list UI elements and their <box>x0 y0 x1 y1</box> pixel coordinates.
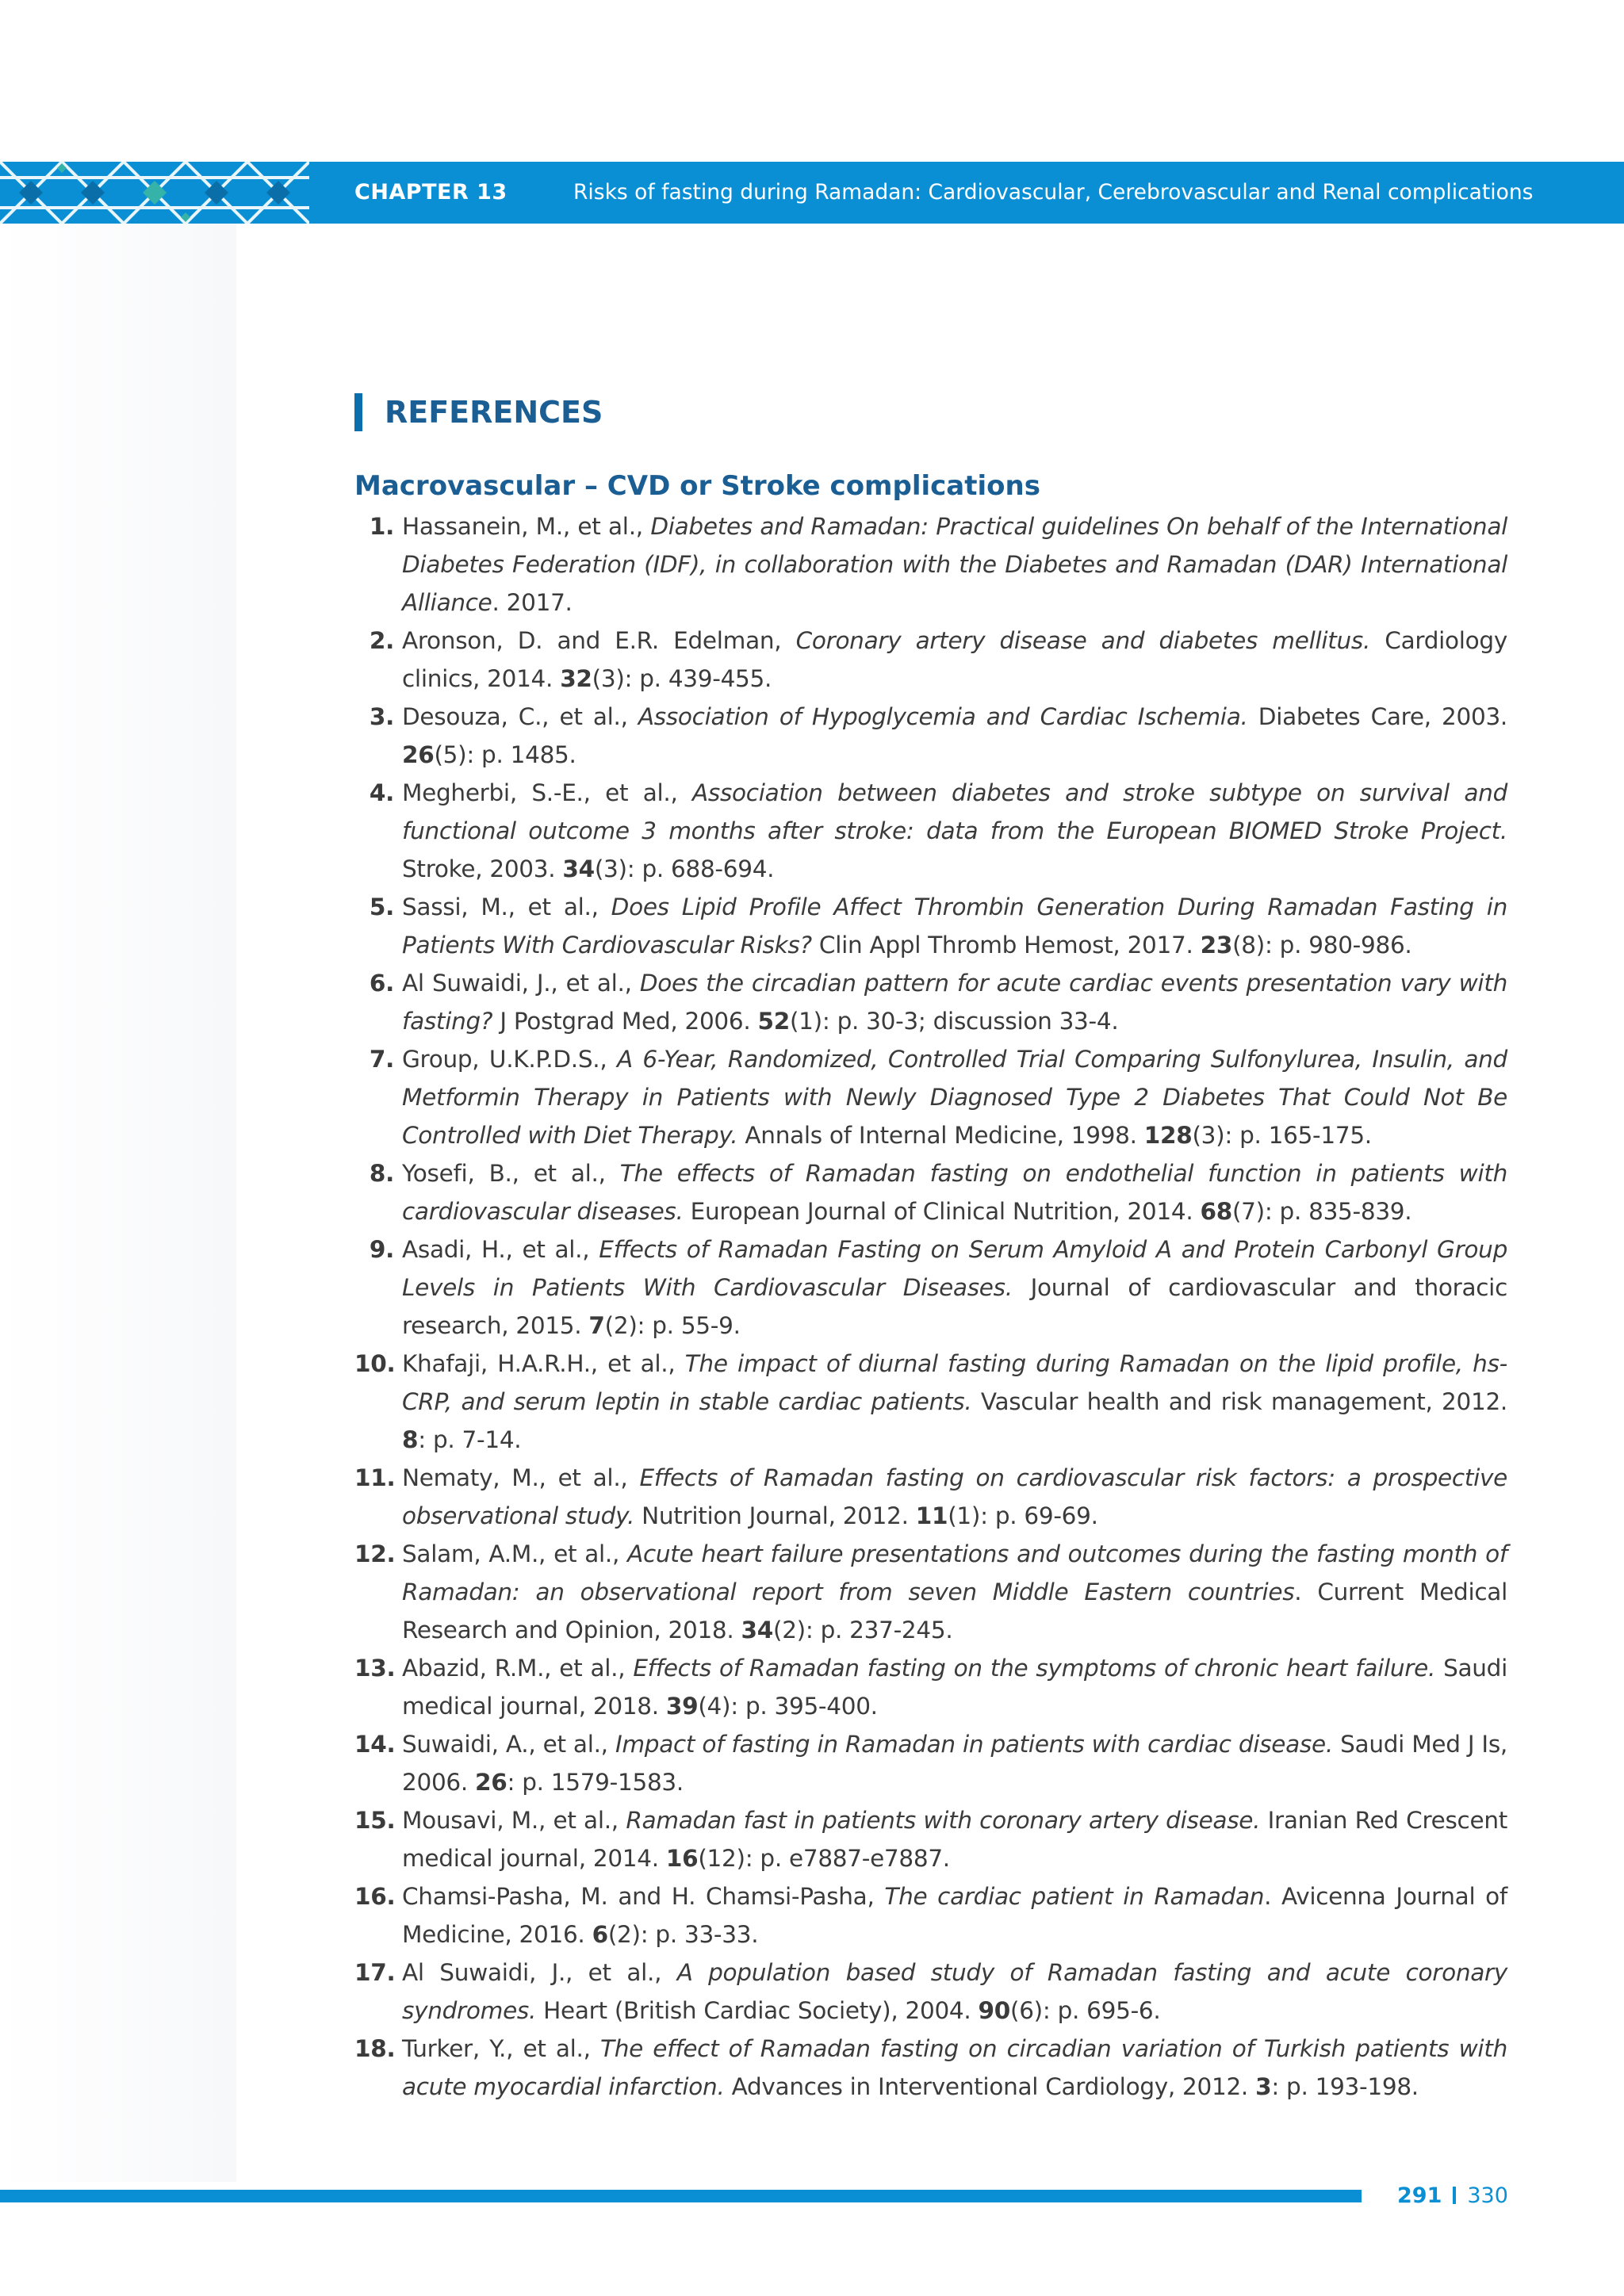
reference-title: The effect of Ramadan fasting on circadian variation of Turkish patients with acute myocardial infarction. <box>402 2035 1507 2100</box>
reference-list <box>354 507 1507 2106</box>
reference-title: Effects of Ramadan fasting on the symptoms of chronic heart failure. <box>633 1655 1436 1682</box>
reference-volume: 11 <box>915 1502 948 1529</box>
reference-pages: (2): p. 55-9. <box>604 1312 741 1339</box>
reference-source: . Current Medical Research and Opinion, 2018. <box>402 1578 1507 1644</box>
reference-item <box>354 1877 1507 1954</box>
reference-source: Saudi medical journal, 2018. <box>402 1655 1507 1720</box>
reference-authors: Suwaidi, A., et al., <box>402 1731 615 1758</box>
reference-authors: Al Suwaidi, J., et al., <box>402 1959 677 1986</box>
reference-item <box>354 774 1507 888</box>
references-title: REFERENCES <box>385 395 603 430</box>
reference-title: Does Lipid Profile Affect Thrombin Generation During Ramadan Fasting in Patients With Cardiovascular Risks? <box>402 894 1508 959</box>
reference-source: Iranian Red Crescent medical journal, 2014. <box>402 1807 1507 1872</box>
page-shade <box>0 224 236 2182</box>
reference-source: Annals of Internal Medicine, 1998. <box>737 1122 1144 1149</box>
footer-bar <box>0 2190 1362 2202</box>
reference-authors: Sassi, M., et al., <box>402 894 611 920</box>
reference-volume: 32 <box>560 665 592 692</box>
reference-volume: 34 <box>562 855 595 882</box>
reference-source: Heart (British Cardiac Society), 2004. <box>536 1997 979 2024</box>
reference-pages: (1): p. 30-3; discussion 33-4. <box>789 1008 1119 1035</box>
reference-authors: Chamsi-Pasha, M. and H. Chamsi-Pasha, <box>402 1883 885 1910</box>
reference-item <box>354 1801 1507 1877</box>
reference-authors: Al Suwaidi, J., et al., <box>402 970 640 997</box>
reference-pages: : p. 1579-1583. <box>507 1769 684 1796</box>
reference-volume: 68 <box>1200 1198 1232 1225</box>
reference-number: 8. <box>369 1160 394 1187</box>
reference-number: 17. <box>354 1959 396 1986</box>
reference-authors: Turker, Y., et al., <box>402 2035 601 2062</box>
reference-source: J Postgrad Med, 2006. <box>492 1008 758 1035</box>
reference-title: Impact of fasting in Ramadan in patients with cardiac disease. <box>615 1731 1333 1758</box>
reference-source: Journal of cardiovascular and thoracic research, 2015. <box>402 1274 1507 1339</box>
reference-pages: (6): p. 695-6. <box>1010 1997 1161 2024</box>
reference-title: Acute heart failure presentations and outcomes during the fasting month of Ramadan: an observational report from seven Middle Eastern countries <box>402 1540 1507 1605</box>
reference-volume: 6 <box>592 1921 608 1948</box>
reference-title: Effects of Ramadan Fasting on Serum Amyloid A and Protein Carbonyl Group Levels in Patients With Cardiovascular Diseases. <box>402 1236 1507 1301</box>
reference-source: Vascular health and risk management, 2012. <box>971 1388 1507 1415</box>
reference-volume: 7 <box>588 1312 605 1339</box>
reference-authors: Abazid, R.M., et al., <box>402 1655 634 1682</box>
chapter-header <box>0 162 1624 224</box>
reference-source: Cardiology clinics, 2014. <box>402 627 1507 692</box>
reference-item <box>354 1649 1507 1725</box>
reference-volume: 26 <box>475 1769 508 1796</box>
reference-volume: 34 <box>741 1617 773 1644</box>
reference-pages: (5): p. 1485. <box>434 741 576 768</box>
reference-title: Coronary artery disease and diabetes mellitus. <box>795 627 1371 654</box>
reference-number: 10. <box>354 1350 396 1377</box>
reference-number: 16. <box>354 1883 396 1910</box>
reference-title: The impact of diurnal fasting during Ramadan on the lipid profile, hs-CRP, and serum leptin in stable cardiac patients. <box>402 1350 1507 1415</box>
reference-number: 3. <box>369 703 394 730</box>
reference-pages: (4): p. 395-400. <box>698 1693 878 1720</box>
reference-volume: 52 <box>757 1008 790 1035</box>
reference-authors: Khafaji, H.A.R.H., et al., <box>402 1350 685 1377</box>
reference-number: 12. <box>354 1540 396 1567</box>
chapter-label: CHAPTER 13 <box>354 180 508 205</box>
reference-item <box>354 964 1507 1040</box>
reference-pages: (2): p. 33-33. <box>607 1921 759 1948</box>
reference-volume: 16 <box>665 1845 699 1872</box>
reference-number: 7. <box>369 1046 394 1073</box>
page-separator <box>1453 2187 1456 2204</box>
references-heading <box>354 392 603 433</box>
reference-title: The cardiac patient in Ramadan <box>884 1883 1265 1910</box>
reference-pages: : p. 193-198. <box>1271 2073 1419 2100</box>
reference-item <box>354 1154 1507 1230</box>
chapter-title: Risks of fasting during Ramadan: Cardiovascular, Cerebrovascular and Renal complications <box>573 180 1534 205</box>
reference-authors: Asadi, H., et al., <box>402 1236 599 1263</box>
reference-volume: 26 <box>402 741 435 768</box>
reference-authors: Nematy, M., et al., <box>402 1464 640 1491</box>
reference-item <box>354 1345 1507 1459</box>
reference-title: A population based study of Ramadan fasting and acute coronary syndromes. <box>402 1959 1507 2024</box>
reference-authors: Salam, A.M., et al., <box>402 1540 628 1567</box>
reference-source: Stroke, 2003. <box>402 855 563 882</box>
reference-title: Does the circadian pattern for acute cardiac events presentation vary with fasting? <box>402 970 1507 1035</box>
reference-source: Nutrition Journal, 2012. <box>634 1502 916 1529</box>
reference-title: Association of Hypoglycemia and Cardiac Ischemia. <box>638 703 1248 730</box>
reference-number: 14. <box>354 1731 396 1758</box>
reference-volume: 90 <box>978 1997 1010 2024</box>
reference-item <box>354 698 1507 774</box>
geometric-pattern-icon <box>0 162 309 224</box>
reference-pages: (3): p. 688-694. <box>594 855 775 882</box>
reference-source: Diabetes Care, 2003. <box>1247 703 1507 730</box>
reference-volume: 23 <box>1200 932 1233 959</box>
heading-accent-bar <box>354 393 362 431</box>
reference-item <box>354 888 1507 964</box>
reference-pages: (7): p. 835-839. <box>1231 1198 1412 1225</box>
reference-number: 2. <box>369 627 394 654</box>
reference-source: Saudi Med J Is, 2006. <box>402 1731 1507 1796</box>
reference-title: Effects of Ramadan fasting on cardiovascular risk factors: a prospective observational study. <box>402 1464 1507 1529</box>
reference-item <box>354 1535 1507 1649</box>
reference-number: 1. <box>369 513 394 540</box>
reference-volume: 3 <box>1255 2073 1272 2100</box>
reference-authors: Megherbi, S.-E., et al., <box>402 779 693 806</box>
page-number <box>1397 2182 1508 2210</box>
reference-title: Association between diabetes and stroke subtype on survival and functional outcome 3 months after stroke: data from the European BIOMED Stroke Project. <box>402 779 1507 844</box>
reference-pages: : p. 7-14. <box>418 1426 522 1453</box>
reference-authors: Group, U.K.P.D.S., <box>402 1046 617 1073</box>
reference-item <box>354 2030 1507 2106</box>
reference-source: . Avicenna Journal of Medicine, 2016. <box>402 1883 1507 1948</box>
reference-authors: Hassanein, M., et al., <box>402 513 651 540</box>
reference-item <box>354 1725 1507 1801</box>
reference-source: Clin Appl Thromb Hemost, 2017. <box>811 932 1201 959</box>
reference-item <box>354 622 1507 698</box>
reference-title: A 6-Year, Randomized, Controlled Trial Comparing Sulfonylurea, Insulin, and Metformin Therapy in Patients with Newly Diagnosed Type 2 Diabetes That Could Not Be Controlled with Diet Therapy. <box>402 1046 1507 1149</box>
reference-authors: Yosefi, B., et al., <box>402 1160 620 1187</box>
reference-number: 13. <box>354 1655 396 1682</box>
reference-title: Diabetes and Ramadan: Practical guidelines On behalf of the International Diabetes Federation (IDF), in collaboration with the Diabetes and Ramadan (DAR) International Alliance <box>402 513 1507 616</box>
reference-volume: 39 <box>665 1693 699 1720</box>
reference-pages: (8): p. 980-986. <box>1232 932 1412 959</box>
reference-item <box>354 1040 1507 1154</box>
reference-number: 18. <box>354 2035 396 2062</box>
reference-number: 15. <box>354 1807 396 1834</box>
reference-number: 4. <box>369 779 394 806</box>
reference-number: 5. <box>369 894 394 920</box>
reference-volume: 8 <box>402 1426 419 1453</box>
reference-pages: (3): p. 165-175. <box>1192 1122 1372 1149</box>
reference-source: Advances in Interventional Cardiology, 2012. <box>724 2073 1256 2100</box>
reference-number: 11. <box>354 1464 396 1491</box>
reference-title: Ramadan fast in patients with coronary artery disease. <box>626 1807 1261 1834</box>
section-heading: Macrovascular – CVD or Stroke complications <box>354 470 1040 502</box>
reference-authors: Mousavi, M., et al., <box>402 1807 626 1834</box>
total-pages: 330 <box>1467 2183 1508 2208</box>
reference-title: The effects of Ramadan fasting on endothelial function in patients with cardiovascular diseases. <box>402 1160 1507 1225</box>
reference-item <box>354 1230 1507 1345</box>
reference-source: European Journal of Clinical Nutrition, 2014. <box>683 1198 1201 1225</box>
reference-authors: Aronson, D. and E.R. Edelman, <box>402 627 796 654</box>
reference-item <box>354 1954 1507 2030</box>
reference-pages: (3): p. 439-455. <box>592 665 772 692</box>
reference-pages: (12): p. e7887-e7887. <box>698 1845 950 1872</box>
current-page: 291 <box>1397 2183 1442 2208</box>
reference-item <box>354 1459 1507 1535</box>
reference-number: 9. <box>369 1236 394 1263</box>
reference-authors: Desouza, C., et al., <box>402 703 638 730</box>
reference-pages: (2): p. 237-245. <box>773 1617 953 1644</box>
reference-number: 6. <box>369 970 394 997</box>
reference-pages: (1): p. 69-69. <box>948 1502 1098 1529</box>
reference-item <box>354 507 1507 622</box>
reference-source: . 2017. <box>492 589 573 616</box>
reference-volume: 128 <box>1143 1122 1193 1149</box>
